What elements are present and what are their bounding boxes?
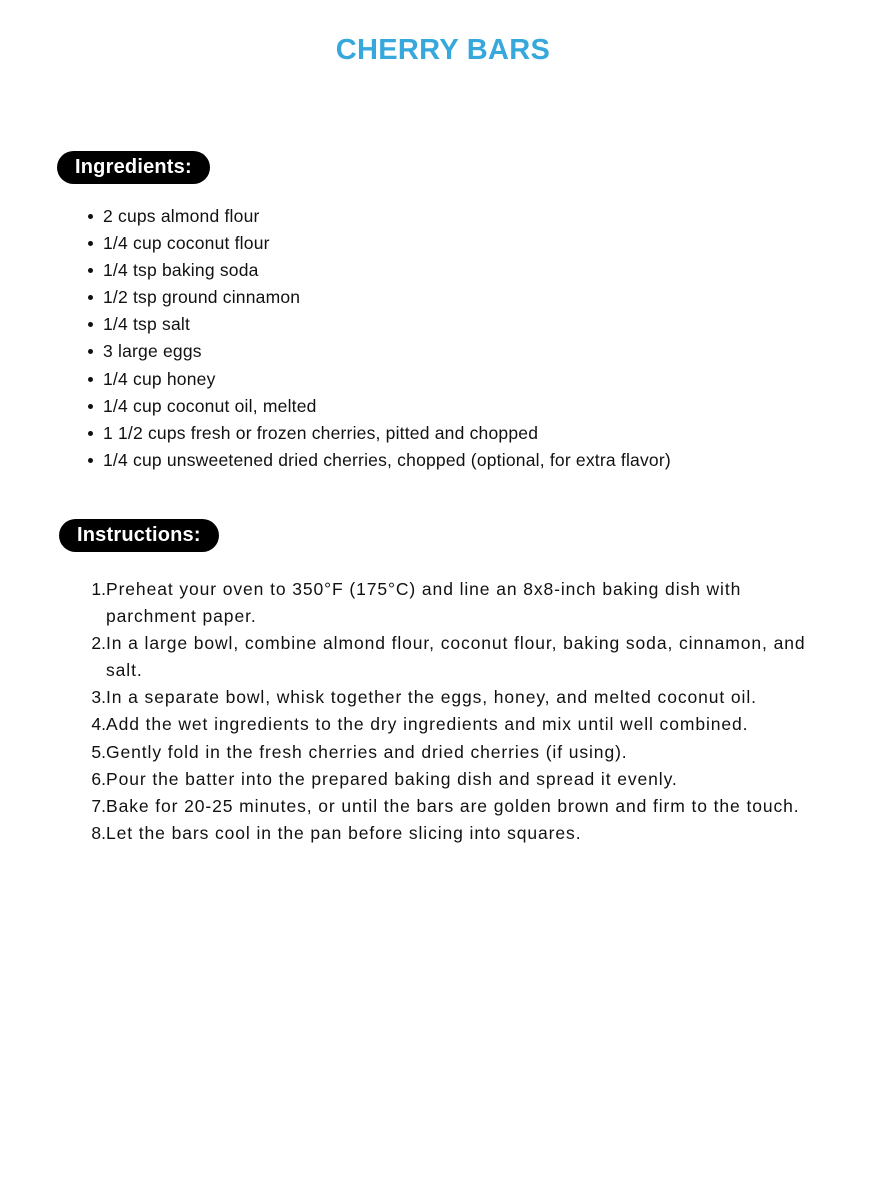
step-number: 5. (91, 741, 106, 762)
instruction-step (86, 820, 816, 847)
ingredient-item: 1/4 cup coconut oil, melted (86, 393, 671, 420)
step-text: Let the bars cool in the pan before slicing into squares. (106, 822, 582, 843)
step-text: Add the wet ingredients to the dry ingredients and mix until well combined. (106, 714, 749, 735)
step-text: Bake for 20-25 minutes, or until the bars are golden brown and firm to the touch. (106, 795, 800, 816)
ingredient-item: 1/4 tsp salt (86, 311, 671, 338)
step-number: 6. (91, 768, 106, 789)
step-text: In a separate bowl, whisk together the eggs, honey, and melted coconut oil. (106, 687, 757, 708)
instruction-step (86, 766, 816, 793)
ingredients-heading: Ingredients: (57, 151, 210, 184)
instruction-step (86, 630, 816, 684)
step-text: In a large bowl, combine almond flour, coconut flour, baking soda, cinnamon, and salt. (106, 633, 806, 681)
step-number: 3. (91, 687, 106, 708)
step-number: 1. (91, 579, 106, 599)
step-number: 7. (91, 795, 106, 816)
ingredient-item: 3 large eggs (86, 338, 671, 365)
ingredient-item: 1 1/2 cups fresh or frozen cherries, pitted and chopped (86, 420, 671, 447)
instruction-step (86, 684, 816, 711)
step-number: 2. (91, 633, 106, 654)
step-text: Pour the batter into the prepared baking dish and spread it evenly. (106, 768, 678, 789)
instructions-list (86, 576, 816, 847)
ingredient-item: 1/2 tsp ground cinnamon (86, 284, 671, 311)
step-text: Gently fold in the fresh cherries and dried cherries (if using). (106, 741, 628, 762)
instruction-step (86, 576, 816, 630)
instruction-step (86, 711, 816, 738)
ingredient-item: 1/4 tsp baking soda (86, 257, 671, 284)
instructions-heading: Instructions: (59, 519, 219, 552)
instruction-step (86, 793, 816, 820)
step-text: Preheat your oven to 350°F (175°C) and line an 8x8-inch baking dish with parchment paper. (106, 579, 742, 627)
ingredient-item: 1/4 cup honey (86, 366, 671, 393)
instruction-step (86, 739, 816, 766)
ingredient-item: 1/4 cup unsweetened dried cherries, chopped (optional, for extra flavor) (86, 447, 671, 474)
step-number: 8. (91, 822, 106, 843)
step-number: 4. (91, 714, 106, 735)
ingredients-list (86, 203, 671, 474)
page-title: CHERRY BARS (335, 34, 551, 66)
ingredient-item: 2 cups almond flour (86, 203, 671, 230)
ingredient-item: 1/4 cup coconut flour (86, 230, 671, 257)
